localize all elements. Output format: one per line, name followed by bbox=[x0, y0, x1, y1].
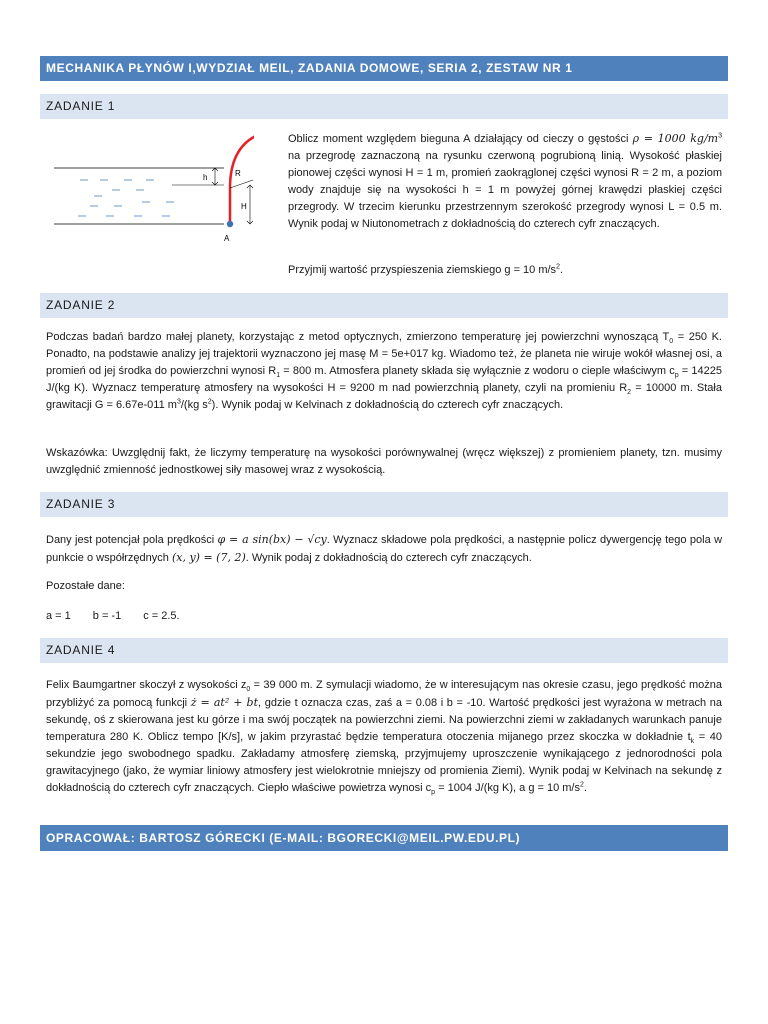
task-4-text: Felix Baumgartner skoczył z wysokości $z_0 = 39$ 000 m. Z symulacji wiadomo, że w interesującym nas okresie czasu, jego prędkość można przybliżyć za pomocą funkcji ż = at² + bt, gdzie t oznacza czas, zaś a = 0.08 i b = -10. Wartość prędkości jest wyrażona w metrach na sekundę, oś z skierowana jest ku górze i ma swój początek na powierzchni ziemi. Na powierzchni ziemi w zakładanych warunkach panuje temperatura 280 K. Oblicz tempo [K/s], w jakim przyrastać będzie temperatura otoczenia mijanego przez skoczka w dokładnie $t_k = 40$ sekundzie jego swobodnego spadku. Zakładamy atmosferę ziemską, przyjmujemy uproszczenie wynikającego z jednorodności pola grawitacyjnego (jako, że wymiar liniowy atmosfery jest wielokrotnie mniejszy od promienia Ziemi). Wynik podaj w Kelvinach na sekundę z dokładnością do czterech cyfr znaczących. Ciepło właściwe powietrza wynosi $c_p = 1004$ J/(kg K), a g = 10 $m/s^2$. bbox=[46, 679, 722, 797]
task-2-text: Podczas badań bardzo małej planety, korzystając z metod optycznych, zmierzono temperaturę jej powierzchni wynoszącą $T_0 = 250$ K. Ponadto, na podstawie analizy jej trajektorii wyznaczono jej masę M = 5e+017 kg. Wiadomo też, że planeta nie wiruje wokół własnej osi, a promień od jej środka do powierzchni wynosi $R_1 = 800$ m. Atmosfera planety składa się wyłącznie z wodoru o cieple właściwym $c_p = 14225$ J/(kg K). Wyznacz temperaturę atmosfery na wysokości H = 9200 m nad powierzchnią planety, czyli na promieniu $R_2 = 10000$ m. Stała grawitacji G = 6.67e-011 $m^3/(kg$ $s^2$). Wynik podaj w Kelvinach z dokładnością do czterech cyfr znaczących. bbox=[46, 331, 723, 411]
water-dashes bbox=[78, 180, 174, 216]
label-H: H bbox=[241, 202, 247, 211]
task-3-other-data-label: Pozostałe dane: bbox=[46, 580, 125, 592]
task-1-text: Oblicz moment względem bieguna A działający od cieczy o gęstości ρ = 1000 $kg/m^3$ na przegrodę zaznaczoną na rysunku czerwoną pogrubioną linią. Wysokość płaskiej pionowej części wynosi H = 1 m, promień zaokrąglonej części wynosi R = 2 m, a poziom wody znajduje się na wysokości h = 1 m powyżej górnej krawędzi płaskiej części przegrody. W trzecim kierunku przestrzennym szerokość przegrody wynosi L = 0.5 m. Wynik podaj w Niutonometrach z dokładnością do czterech cyfr znaczących. bbox=[288, 132, 722, 230]
label-h: h bbox=[203, 173, 208, 182]
task-2-heading: ZADANIE 2 bbox=[40, 293, 728, 318]
radius-line bbox=[230, 180, 253, 188]
task-3-heading: ZADANIE 3 bbox=[40, 492, 728, 517]
task-3-values: a = 1 b = -1 c = 2.5. bbox=[46, 610, 180, 622]
document-title: MECHANIKA PŁYNÓW I,WYDZIAŁ MEIL, ZADANIA DOMOWE, SERIA 2, ZESTAW NR 1 bbox=[40, 56, 728, 81]
label-R: R bbox=[235, 169, 241, 178]
task-1-figure bbox=[54, 130, 254, 248]
label-A: A bbox=[224, 234, 230, 243]
pole-A-point bbox=[227, 221, 233, 227]
task-4-heading: ZADANIE 4 bbox=[40, 638, 728, 663]
task-2-hint: Wskazówka: Uwzględnij fakt, że liczymy temperaturę na wysokości porównywalnej (wręcz większej) z promieniem planety, tzn. musimy uwzględnić zmienność jednostkowej siły masowej wraz z wysokością. bbox=[46, 447, 722, 476]
task-1-gravity-note: Przyjmij wartość przyspieszenia ziemskiego g = 10 $m/s^2$. bbox=[288, 263, 564, 276]
task-1-heading: ZADANIE 1 bbox=[40, 94, 728, 119]
task-3-text: Dany jest potencjał pola prędkości φ = a sin(bx) − √cy. Wyznacz składowe pola prędkości, a następnie policz dywergencję tego pola w punkcie o współrzędnych (x, y) = (7, 2). Wynik podaj z dokładnością do czterech cyfr znaczących. bbox=[46, 533, 723, 564]
author-footer: OPRACOWAŁ: BARTOSZ GÓRECKI (E-MAIL: BGORECKI@MEIL.PW.EDU.PL) bbox=[40, 825, 728, 851]
